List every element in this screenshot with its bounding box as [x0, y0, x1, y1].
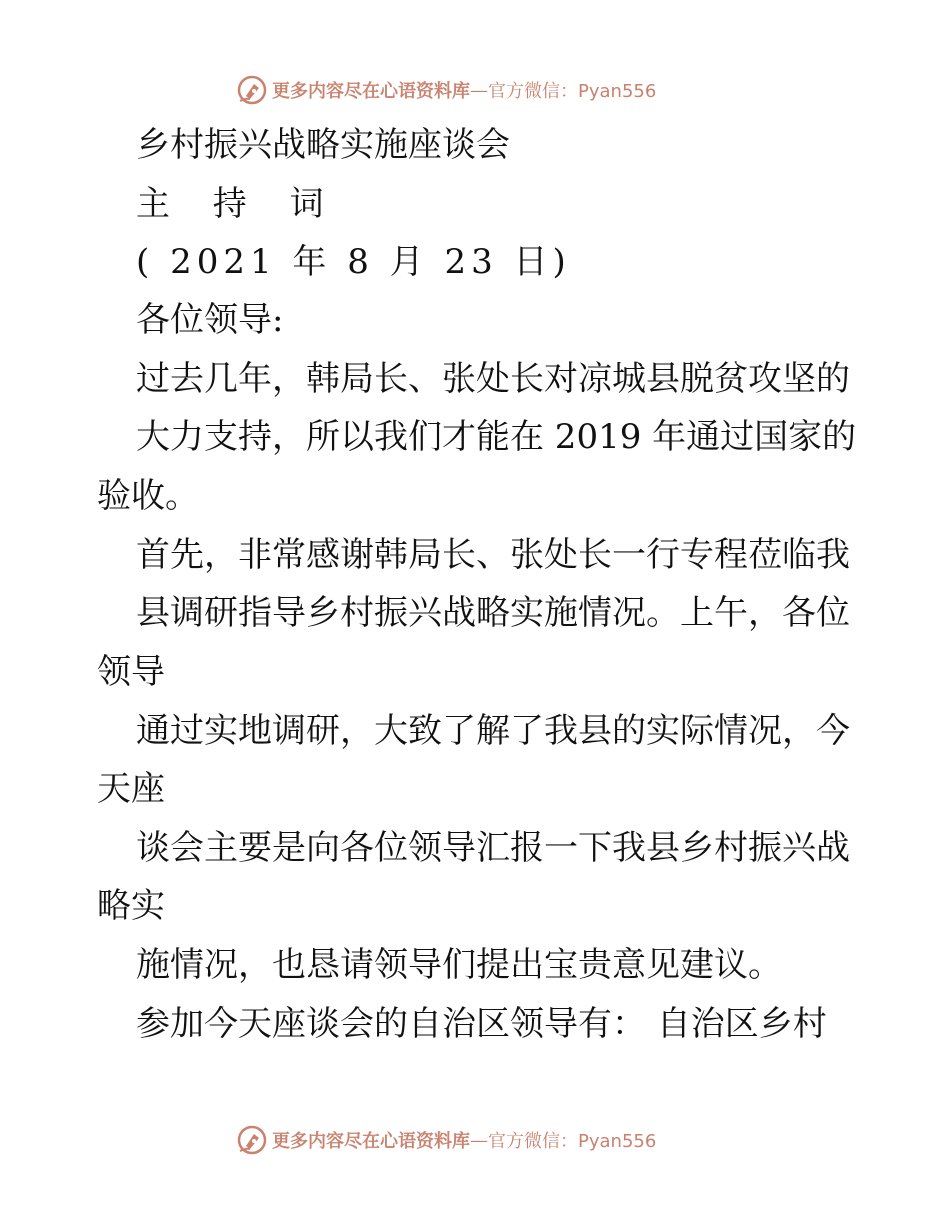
paragraph-line: 过去几年，韩局长、张处长对凉城县脱贫攻坚的 [136, 359, 850, 399]
document-title: 乡村振兴战略实施座谈会 [136, 125, 510, 165]
paragraph-line: 领导 [97, 652, 165, 692]
watermark-wechat-id: 官方微信：Pyan556 [488, 1131, 657, 1152]
watermark-text: 更多内容尽在心语资料库 [272, 1131, 470, 1152]
watermark-text: 更多内容尽在心语资料库 [272, 81, 470, 102]
paragraph-line: 谈会主要是向各位领导汇报一下我县乡村振兴战 [136, 828, 850, 868]
watermark-wechat-id: 官方微信：Pyan556 [488, 81, 657, 102]
paragraph-line: 县调研指导乡村振兴战略实施情况。上午，各位 [136, 593, 850, 633]
paragraph-line: 通过实地调研，大致了解了我县的实际情况，今 [136, 711, 850, 751]
document-greeting: 各位领导: [136, 300, 284, 340]
paragraph-line: 首先，非常感谢韩局长、张处长一行专程莅临我 [136, 535, 850, 575]
paragraph-line: 大力支持，所以我们才能在 2019 年通过国家的 [136, 417, 857, 457]
watermark-separator: — [470, 79, 488, 101]
paragraph-line: 施情况，也恳请领导们提出宝贵意见建议。 [136, 945, 782, 985]
paragraph-line: 参加今天座谈会的自治区领导有： 自治区乡村 [136, 1004, 827, 1044]
paragraph-line: 天座 [97, 769, 165, 809]
pen-nib-circle-icon [236, 1124, 268, 1156]
watermark-footer [236, 1123, 656, 1157]
paragraph-line: 略实 [97, 886, 165, 926]
paragraph-line: 验收。 [97, 476, 199, 516]
document-subtitle: 主 持 词 [136, 184, 340, 224]
document-date: ( 2021 年 8 月 23 日) [136, 242, 571, 282]
watermark-separator: — [470, 1129, 488, 1151]
